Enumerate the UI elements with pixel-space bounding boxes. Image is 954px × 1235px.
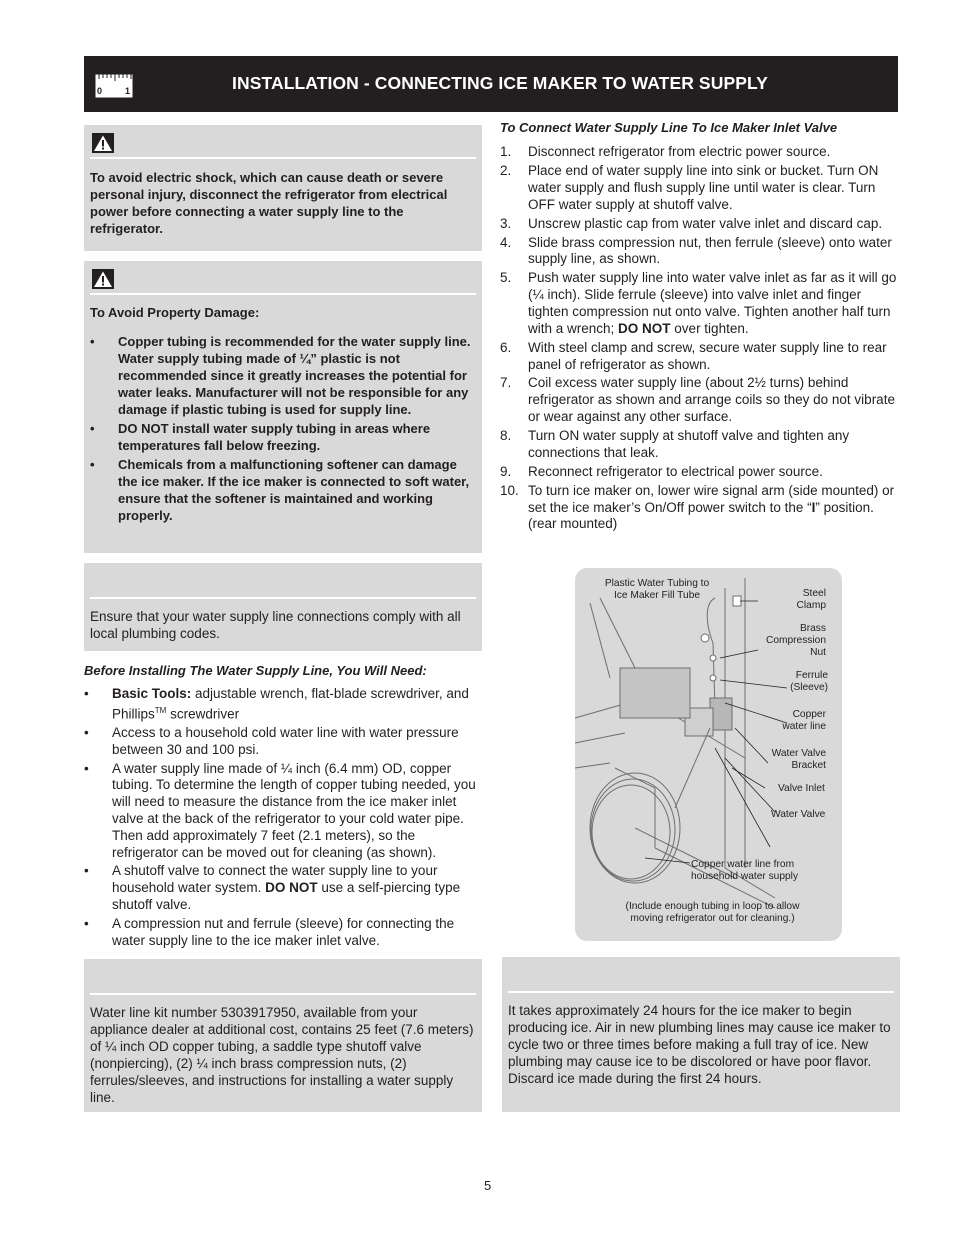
needs-heading: Before Installing The Water Supply Line, You Will Need:: [84, 663, 427, 678]
list-item: • A water supply line made of ¼ inch (6.4 mm) OD, copper tubing. To determine the length of copper tubing needed, you will need to measure the distance from the ice maker inlet valve at the back of the refrigerator to your cold water pipe. Then add approximately 7 feet (2.1 meters), so the refrigerator can be moved out for cleaning (as shown).: [84, 760, 476, 860]
caution-lead: To Avoid Property Damage:: [90, 305, 260, 320]
list-item: • Basic Tools: adjustable wrench, flat-blade screwdriver, and Phillips™ screwdriver: [84, 686, 469, 722]
step-item: 7. Coil excess water supply line (about 2½ turns) behind refrigerator as shown and arrange coils so they do not vibrate or wear against any other surface.: [500, 375, 895, 425]
step-item: 1. Disconnect refrigerator from electric power source.: [500, 144, 831, 159]
water-valve-diagram: [575, 568, 842, 941]
label-water-valve: Water Valve: [771, 809, 826, 820]
codes-text: Ensure that your water supply line connections comply with all local plumbing codes.: [90, 609, 461, 641]
step-item: 2. Place end of water supply line into sink or bucket. Turn ON water supply and flush supply line until water is clear. Turn OFF water supply at shutoff valve.: [500, 162, 879, 212]
list-item: • Copper tubing is recommended for the water supply line. Water supply tubing made of ¼” plastic is not recommended since it greatly increases the potential for water leaks. Manufacturer will not be responsible for any damage if plastic tubing is used for supply line.: [90, 334, 471, 417]
step-item: 3. Unscrew plastic cap from water valve inlet and discard cap.: [500, 215, 883, 231]
page-title: INSTALLATION - CONNECTING ICE MAKER TO WATER SUPPLY: [232, 73, 768, 93]
page-number: 5: [484, 1178, 492, 1193]
ruler-icon: [94, 73, 134, 99]
list-item: • Chemicals from a malfunctioning softener can damage the ice maker. If the ice maker is connected to soft water, ensure that the softener is maintained and working properly.: [90, 457, 470, 523]
list-item: • A shutoff valve to connect the water supply line to your household water system. DO NOT use a self-piercing type shutoff valve.: [84, 863, 461, 913]
label-ferrule: Ferrule (Sleeve): [790, 670, 828, 693]
label-household-line: Copper water line from household water supply: [691, 859, 799, 882]
warning-box: [84, 125, 482, 251]
caution-box: [84, 261, 482, 553]
list-item: • DO NOT install water supply tubing in areas where temperatures fall below freezing.: [90, 421, 431, 453]
step-item: 4. Slide brass compression nut, then ferrule (sleeve) onto water supply line, as shown.: [500, 234, 892, 267]
step-item: 6. With steel clamp and screw, secure water supply line to rear panel of refrigerator as shown.: [500, 339, 887, 372]
divider: [90, 597, 476, 599]
warning-text: To avoid electric shock, which can cause death or severe personal injury, disconnect the refrigerator from electrical power before connecting a water supply line to the refrigerator.: [90, 170, 448, 236]
list-item: • Access to a household cold water line with water pressure between 30 and 100 psi.: [84, 725, 459, 757]
divider: [90, 157, 476, 159]
step-item: 9. Reconnect refrigerator to electrical power source.: [500, 463, 823, 479]
needs-list: [84, 686, 484, 951]
label-compression-nut: Brass Compression Nut: [765, 623, 826, 658]
section-header: [84, 56, 898, 112]
steps-heading: To Connect Water Supply Line To Ice Maker Inlet Valve: [500, 120, 838, 135]
label-steel-clamp: Steel Clamp: [796, 588, 826, 611]
ice-production-box: [502, 957, 900, 1112]
divider: [90, 993, 476, 995]
plumbing-codes-box: [84, 563, 482, 651]
label-copper-line: Copper water line: [782, 709, 826, 732]
divider: [90, 293, 476, 295]
step-item: 8. Turn ON water supply at shutoff valve and tighten any connections that leak.: [500, 428, 850, 460]
kit-text: Water line kit number 5303917950, available from your appliance dealer at additional cost, contains 25 feet (7.6 meters) of ¼ inch OD copper tubing, a saddle type shutoff valve (nonpiercing), (2) ¼ inch brass compression nuts, (2) ferrules/sleeves, and instructions for installing a water supply line.: [90, 1005, 474, 1105]
water-line-kit-box: [84, 959, 482, 1112]
steps-list: [500, 144, 902, 535]
label-loop-note: (Include enough tubing in loop to allow moving refrigerator out for cleaning.): [625, 901, 800, 924]
warning-triangle-icon: [92, 133, 114, 153]
divider: [508, 991, 894, 993]
step-item: 10. To turn ice maker on, lower wire signal arm (side mounted) or set the ice maker’s On/Off power switch to the “I” position. (rear mounted): [500, 482, 895, 532]
ruler-left-label: 0: [97, 86, 103, 96]
caution-list: [90, 333, 476, 526]
ice-production-text: It takes approximately 24 hours for the ice maker to begin producing ice. Air in new plumbing lines may cause ice maker to cycle two or three times before making a full tray of ice. New plumbing may cause ice to be discolored or have poor flavor. Discard ice made during the first 24 hours.: [508, 1003, 891, 1086]
label-valve-inlet: Valve Inlet: [778, 783, 825, 794]
ruler-right-label: 1: [125, 86, 131, 96]
label-plastic-tubing: Plastic Water Tubing to Ice Maker Fill Tube: [604, 578, 710, 601]
label-valve-bracket: Water Valve Bracket: [771, 748, 826, 771]
step-item: 5. Push water supply line into water valve inlet as far as it will go (¼ inch). Slide ferrule (sleeve) into valve inlet and finger tighten compression nut onto valve. Tighten another half turn with a wrench; DO NOT over tighten.: [500, 270, 897, 336]
warning-triangle-icon: [92, 269, 114, 289]
list-item: • A compression nut and ferrule (sleeve) for connecting the water supply line to the ice maker inlet valve.: [84, 915, 455, 948]
